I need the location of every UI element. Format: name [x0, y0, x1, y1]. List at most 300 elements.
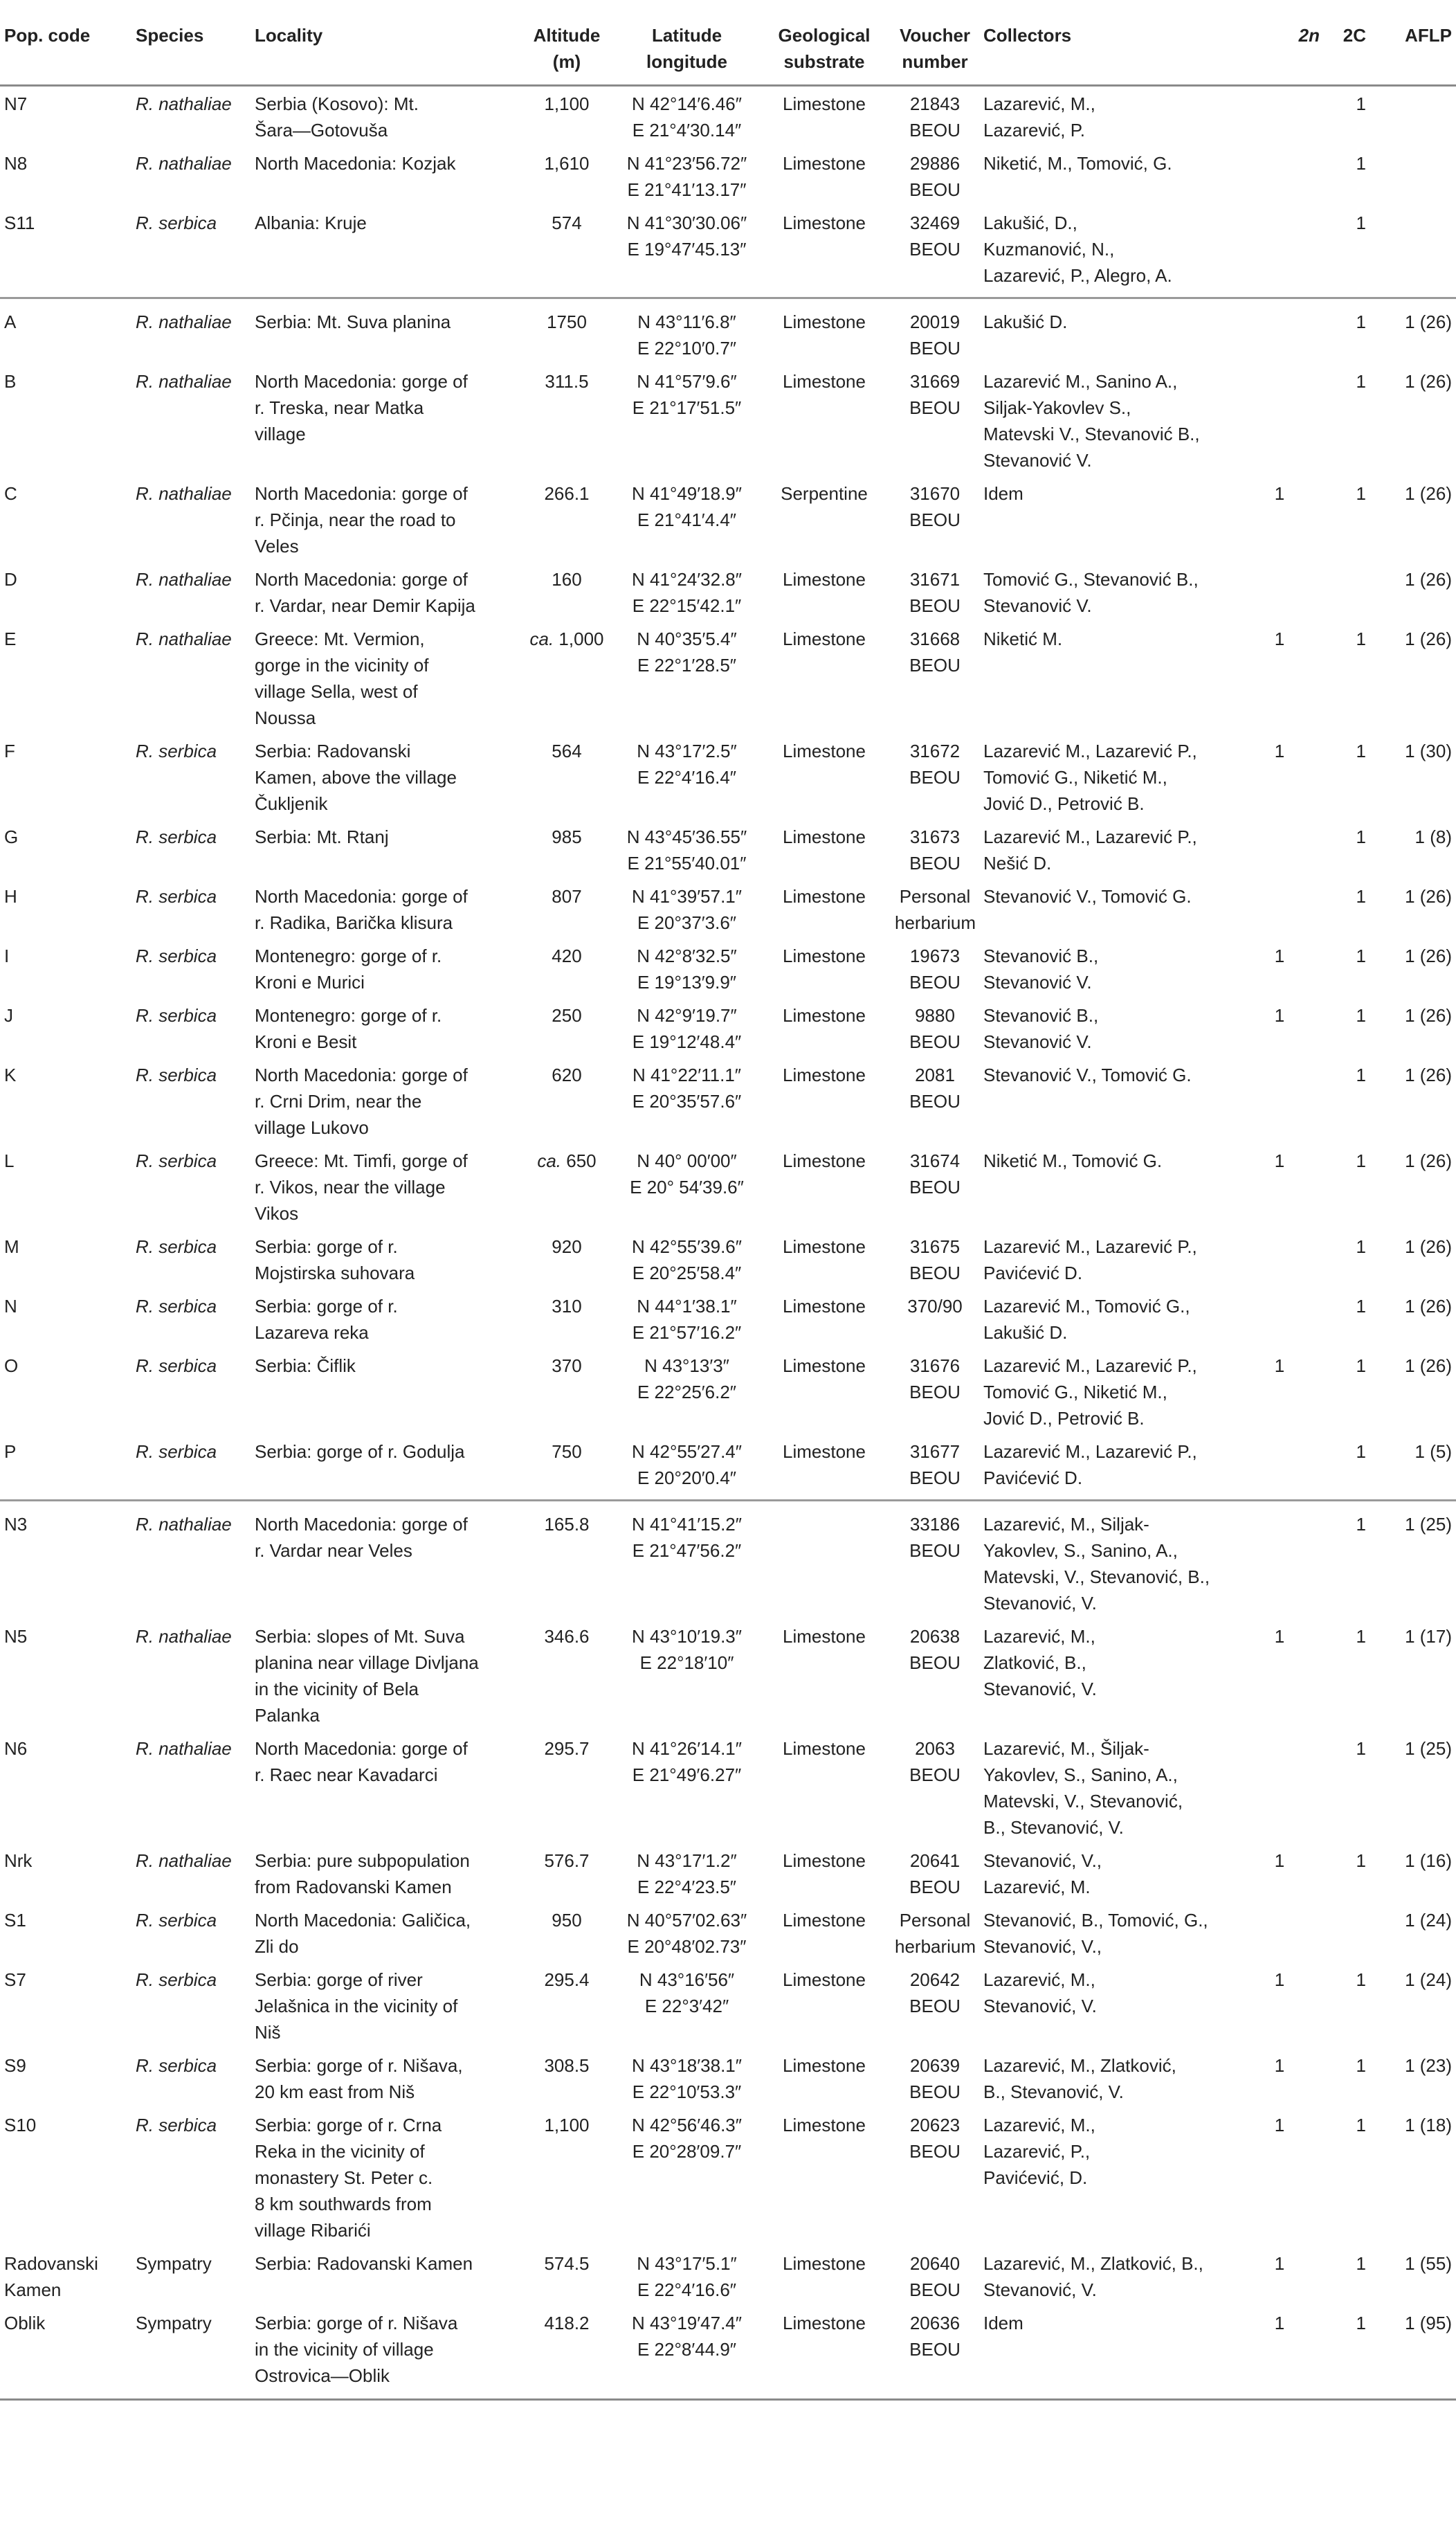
cell-latlon: N 41°22′11.1″ E 20°35′57.6″: [632, 1065, 742, 1112]
table-row: [0, 1903, 1456, 1962]
cell-voucher: 31671 BEOU: [909, 569, 961, 616]
cell-2n: [1235, 298, 1324, 365]
cell-aflp: 1 (26): [1370, 298, 1456, 365]
cell-pop-code: A: [0, 298, 131, 365]
cell-latlon: N 43°11′6.8″ E 22°10′0.7″: [616, 298, 758, 365]
cell-latlon: N 40°35′5.4″ E 22°1′28.5″: [637, 629, 737, 676]
cell-altitude: 1,100: [544, 93, 590, 114]
cell-voucher: 20641 BEOU: [909, 1850, 961, 1897]
cell-collectors: Lazarević M., Lazarević P., Pavićević D.: [983, 1236, 1197, 1283]
cell-species: R. nathaliae: [136, 93, 232, 114]
cell-2n: [1235, 879, 1324, 939]
cell-collectors: Niketić M., Tomović G.: [983, 1150, 1163, 1171]
cell-2c: 1: [1356, 483, 1366, 504]
table-row: [0, 86, 1456, 147]
cell-substrate: Limestone: [758, 298, 891, 365]
cell-species: R. serbica: [136, 1441, 217, 1462]
cell-altitude: 574: [552, 213, 582, 233]
cell-latlon: N 43°13′3″ E 22°25′6.2″: [637, 1355, 737, 1402]
cell-voucher: 33186 BEOU: [891, 1501, 979, 1620]
cell-collectors: Lazarević, M., Šiljak- Yakovlev, S., Sanino, A., Matevski, V., Stevanović, B., Stevanović, V.: [983, 1738, 1183, 1838]
table-row: [0, 1962, 1456, 2048]
cell-locality: Serbia: gorge of r. Nišava, 20 km east from Niš: [255, 2055, 463, 2102]
cell-2n: [1235, 364, 1324, 476]
cell-aflp: 1 (25): [1370, 1501, 1456, 1620]
cell-species: R. nathaliae: [136, 629, 232, 649]
cell-2n: [1235, 562, 1324, 622]
cell-collectors: Stevanović V., Tomović G.: [983, 1065, 1192, 1085]
cell-2n: 1: [1274, 741, 1285, 761]
header-row: [0, 7, 1456, 86]
cell-2n: [1235, 1289, 1324, 1348]
cell-latlon: N 40°57′02.63″ E 20°48′02.73″: [626, 1910, 747, 1957]
cell-2c: 1: [1356, 213, 1366, 233]
table-row: [0, 734, 1456, 820]
cell-species: R. serbica: [136, 1910, 217, 1931]
cell-latlon: N 43°17′5.1″ E 22°4′16.6″: [637, 2253, 737, 2300]
cell-2n: 1: [1274, 629, 1285, 649]
cell-locality: North Macedonia: Galičica, Zli do: [255, 1910, 471, 1957]
cell-2c: [1324, 1903, 1370, 1962]
cell-species: R. serbica: [136, 1005, 217, 1026]
cell-altitude: 266.1: [544, 483, 590, 504]
cell-2c: 1: [1324, 2306, 1370, 2400]
cell-voucher: 9880 BEOU: [909, 1005, 961, 1052]
cell-substrate: Limestone: [783, 1626, 866, 1647]
cell-voucher: 31668 BEOU: [909, 629, 961, 676]
cell-substrate: Limestone: [783, 741, 866, 761]
cell-altitude: 418.2: [518, 2306, 616, 2400]
cell-species: R. nathaliae: [136, 153, 232, 174]
table-row: [0, 1229, 1456, 1289]
table-row: [0, 206, 1456, 298]
cell-altitude: 310: [552, 1296, 582, 1317]
cell-latlon: N 43°10′19.3″ E 22°18′10″: [632, 1626, 742, 1673]
cell-substrate: Limestone: [783, 213, 866, 233]
cell-pop-code: Oblik: [0, 2306, 131, 2400]
cell-collectors: Lakušić D.: [979, 298, 1235, 365]
cell-latlon: N 41°26′14.1″ E 21°49′6.27″: [632, 1738, 742, 1785]
cell-2c: 1: [1356, 1150, 1366, 1171]
cell-voucher: 31674 BEOU: [909, 1150, 961, 1198]
cell-pop-code: K: [4, 1065, 17, 1085]
altitude-prefix: ca.: [529, 629, 554, 649]
cell-species: Sympatry: [131, 2306, 251, 2400]
cell-2c: [1324, 562, 1370, 622]
cell-substrate: Limestone: [783, 1969, 866, 1990]
cell-voucher: 29886 BEOU: [909, 153, 961, 200]
cell-voucher: Personal herbarium: [895, 886, 976, 933]
cell-locality: North Macedonia: gorge of r. Vardar, near Demir Kapija: [255, 569, 475, 616]
cell-substrate: Limestone: [783, 1005, 866, 1026]
cell-locality: Serbia: slopes of Mt. Suva planina near village Divljana in the vicinity of Bela Palanka: [255, 1626, 479, 1726]
cell-latlon: N 41°24′32.8″ E 22°15′42.1″: [632, 569, 742, 616]
cell-locality: Serbia: pure subpopulation from Radovanski Kamen: [255, 1850, 470, 1897]
cell-latlon: N 42°55′39.6″ E 20°25′58.4″: [632, 1236, 742, 1283]
table-row: [0, 476, 1456, 562]
cell-collectors: Niketić, M., Tomović, G.: [983, 153, 1172, 174]
cell-2c: 1: [1356, 1355, 1366, 1376]
cell-aflp: 1 (18): [1405, 2115, 1452, 2135]
cell-latlon: N 43°16′56″ E 22°3′42″: [639, 1969, 735, 2016]
cell-altitude: 165.8: [518, 1501, 616, 1620]
cell-substrate: Limestone: [783, 1236, 866, 1257]
cell-locality: North Macedonia: gorge of r. Vardar near Veles: [251, 1501, 518, 1620]
header-voucher: Voucher number: [891, 7, 979, 86]
cell-collectors: Stevanović B., Stevanović V.: [983, 946, 1099, 993]
header-substrate: Geological substrate: [758, 7, 891, 86]
cell-2n: 1: [1274, 1969, 1285, 1990]
cell-2c: 1: [1356, 371, 1366, 392]
cell-aflp: 1 (17): [1405, 1626, 1452, 1647]
cell-locality: Serbia: gorge of r. Mojstirska suhovara: [255, 1236, 415, 1283]
cell-collectors: Stevanović, V., Lazarević, M.: [983, 1850, 1102, 1897]
cell-pop-code: S9: [4, 2055, 26, 2076]
cell-species: R. serbica: [136, 1355, 217, 1376]
cell-pop-code: S1: [4, 1910, 26, 1931]
cell-voucher: 21843 BEOU: [909, 93, 961, 141]
cell-locality: Serbia: Čiflik: [255, 1355, 356, 1376]
cell-substrate: Limestone: [783, 371, 866, 392]
cell-voucher: 20640 BEOU: [909, 2253, 961, 2300]
cell-voucher: 20636 BEOU: [891, 2306, 979, 2400]
cell-voucher: 20638 BEOU: [909, 1626, 961, 1673]
cell-locality: Greece: Mt. Vermion, gorge in the vicinity of village Sella, west of Noussa: [255, 629, 429, 728]
cell-2c: 1: [1356, 1236, 1366, 1257]
cell-latlon: N 43°17′2.5″ E 22°4′16.4″: [637, 741, 737, 788]
cell-2n: [1235, 86, 1324, 147]
cell-altitude: 250: [552, 1005, 582, 1026]
cell-species: R. serbica: [136, 1236, 217, 1257]
cell-pop-code: S7: [4, 1969, 26, 1990]
header-latlon: Latitude longitude: [616, 7, 758, 86]
header-locality: Locality: [251, 7, 518, 86]
cell-2n: [1235, 1229, 1324, 1289]
cell-latlon: N 41°57′9.6″ E 21°17′51.5″: [632, 371, 742, 418]
cell-2n: [1235, 820, 1324, 879]
table-body: [0, 86, 1456, 2400]
cell-2n: 1: [1235, 2306, 1324, 2400]
cell-2n: 1: [1274, 1355, 1285, 1376]
cell-voucher: 31675 BEOU: [909, 1236, 961, 1283]
cell-locality: North Macedonia: gorge of r. Crni Drim, near the village Lukovo: [255, 1065, 468, 1138]
cell-pop-code: B: [4, 371, 17, 392]
cell-2c: 1: [1356, 1626, 1366, 1647]
table-row: [0, 622, 1456, 734]
cell-latlon: N 41°39′57.1″ E 20°37′3.6″: [632, 886, 742, 933]
cell-substrate: Limestone: [783, 569, 866, 590]
cell-2n: [1235, 1434, 1324, 1501]
cell-substrate: Limestone: [783, 2253, 866, 2274]
cell-2c: 1: [1356, 1969, 1366, 1990]
header-pop-code: Pop. code: [0, 7, 131, 86]
cell-locality: Serbia: gorge of r. Lazareva reka: [255, 1296, 398, 1343]
cell-locality: North Macedonia: gorge of r. Pčinja, near the road to Veles: [255, 483, 468, 557]
cell-locality: North Macedonia: gorge of r. Radika, Barička klisura: [255, 886, 468, 933]
cell-pop-code: M: [4, 1236, 19, 1257]
cell-voucher: 370/90: [907, 1296, 963, 1317]
cell-pop-code: Nrk: [4, 1850, 33, 1871]
cell-species: Sympatry: [136, 2253, 212, 2274]
table-row: [0, 1058, 1456, 1144]
cell-pop-code: O: [4, 1355, 19, 1376]
cell-2c: 1: [1356, 946, 1366, 966]
cell-2n: 1: [1274, 1850, 1285, 1871]
cell-2n: [1235, 146, 1324, 206]
cell-locality: Serbia: Radovanski Kamen: [255, 2253, 473, 2274]
header-altitude: Altitude (m): [518, 7, 616, 86]
cell-latlon: N 42°8′32.5″ E 19°13′9.9″: [637, 946, 737, 993]
cell-voucher: 31669 BEOU: [909, 371, 961, 418]
cell-pop-code: H: [4, 886, 17, 907]
cell-pop-code: G: [4, 826, 19, 847]
populations-table: [0, 7, 1456, 2401]
cell-2c: 1: [1356, 1065, 1366, 1085]
cell-substrate: Limestone: [783, 153, 866, 174]
cell-voucher: Personal herbarium: [895, 1910, 976, 1957]
cell-pop-code: N: [4, 1296, 17, 1317]
cell-collectors: Lazarević M., Lazarević P., Tomović G., Niketić M., Jović D., Petrović B.: [983, 741, 1197, 814]
cell-collectors: Lakušić, D., Kuzmanović, N., Lazarević, P., Alegro, A.: [983, 213, 1172, 286]
cell-2n: 1: [1274, 1150, 1285, 1171]
cell-altitude: [518, 622, 616, 734]
cell-pop-code: N7: [4, 93, 28, 114]
cell-substrate: [758, 1501, 891, 1620]
cell-aflp: 1 (23): [1405, 2055, 1452, 2076]
cell-species: R. serbica: [136, 826, 217, 847]
table-row: [0, 298, 1456, 365]
cell-aflp: 1 (26): [1405, 1355, 1452, 1376]
cell-voucher: 31677 BEOU: [909, 1441, 961, 1488]
cell-aflp: [1370, 86, 1456, 147]
cell-voucher: 20642 BEOU: [909, 1969, 961, 2016]
cell-pop-code: E: [4, 629, 17, 649]
cell-latlon: N 43°18′38.1″ E 22°10′53.3″: [632, 2055, 742, 2102]
table-row: [0, 1731, 1456, 1843]
cell-locality: Greece: Mt. Timfi, gorge of r. Vikos, near the village Vikos: [255, 1150, 468, 1224]
cell-2c: 1: [1356, 2115, 1366, 2135]
cell-substrate: Limestone: [783, 946, 866, 966]
cell-latlon: N 44°1′38.1″ E 21°57′16.2″: [632, 1296, 742, 1343]
cell-collectors: Lazarević, M., Siljak- Yakovlev, S., Sanino, A., Matevski, V., Stevanović, B., Stevanović, V.: [979, 1501, 1235, 1620]
cell-2n: [1235, 1903, 1324, 1962]
cell-collectors: Stevanović B., Stevanović V.: [983, 1005, 1099, 1052]
cell-aflp: 1 (26): [1405, 483, 1452, 504]
cell-species: R. serbica: [136, 2055, 217, 2076]
table-row: [0, 364, 1456, 476]
table-row: [0, 2306, 1456, 2400]
cell-locality: Montenegro: gorge of r. Kroni e Besit: [255, 1005, 442, 1052]
cell-locality: North Macedonia: gorge of r. Raec near Kavadarci: [255, 1738, 468, 1785]
cell-altitude: 1,100: [544, 2115, 590, 2135]
cell-pop-code: I: [4, 946, 10, 966]
cell-locality: Serbia: Radovanski Kamen, above the village Čukljenik: [255, 741, 457, 814]
cell-aflp: 1 (26): [1405, 1150, 1452, 1171]
cell-substrate: Limestone: [783, 1441, 866, 1462]
cell-latlon: N 43°45′36.55″ E 21°55′40.01″: [626, 826, 747, 874]
cell-latlon: N 43°17′1.2″ E 22°4′23.5″: [637, 1850, 737, 1897]
cell-aflp: 1 (26): [1405, 1236, 1452, 1257]
cell-2n: 1: [1274, 2055, 1285, 2076]
table-row: [0, 998, 1456, 1058]
cell-2c: 1: [1356, 886, 1366, 907]
cell-voucher: 2063 BEOU: [909, 1738, 961, 1785]
cell-pop-code: N6: [4, 1738, 28, 1759]
cell-substrate: Limestone: [783, 1296, 866, 1317]
cell-collectors: Lazarević M., Lazarević P., Tomović G., Niketić M., Jović D., Petrović B.: [983, 1355, 1197, 1429]
cell-2n: [1235, 206, 1324, 298]
cell-altitude: 750: [552, 1441, 582, 1462]
cell-2c: 1: [1356, 826, 1366, 847]
altitude-value: 650: [566, 1150, 597, 1171]
cell-aflp: 1 (26): [1405, 569, 1452, 590]
cell-pop-code: F: [4, 741, 15, 761]
cell-altitude: 1,610: [544, 153, 590, 174]
cell-collectors: Lazarević M., Lazarević P., Pavićević D.: [983, 1441, 1197, 1488]
cell-pop-code: N5: [4, 1626, 28, 1647]
cell-locality: North Macedonia: gorge of r. Treska, near Matka village: [255, 371, 468, 444]
cell-pop-code: C: [4, 483, 17, 504]
table-row: [0, 2246, 1456, 2306]
cell-latlon: N 41°41′15.2″ E 21°47′56.2″: [616, 1501, 758, 1620]
cell-2c: 1: [1356, 1738, 1366, 1759]
cell-aflp: 1 (95): [1370, 2306, 1456, 2400]
cell-aflp: 1 (30): [1405, 741, 1452, 761]
cell-substrate: Limestone: [783, 1150, 866, 1171]
cell-altitude: 920: [552, 1236, 582, 1257]
cell-2c: 1: [1356, 629, 1366, 649]
cell-latlon: N 42°55′27.4″ E 20°20′0.4″: [632, 1441, 742, 1488]
cell-aflp: 1 (24): [1405, 1969, 1452, 1990]
cell-2n: 1: [1274, 483, 1285, 504]
cell-voucher: 20019 BEOU: [891, 298, 979, 365]
cell-species: R. nathaliae: [136, 569, 232, 590]
cell-latlon: N 40° 00′00″ E 20° 54′39.6″: [630, 1150, 744, 1198]
cell-species: R. nathaliae: [136, 371, 232, 392]
cell-altitude: 985: [552, 826, 582, 847]
cell-altitude: 346.6: [544, 1626, 590, 1647]
cell-voucher: 20639 BEOU: [909, 2055, 961, 2102]
cell-aflp: 1 (55): [1405, 2253, 1452, 2274]
cell-pop-code: N8: [4, 153, 28, 174]
cell-2c: 1: [1356, 153, 1366, 174]
table-row: [0, 1843, 1456, 1903]
cell-substrate: Limestone: [783, 826, 866, 847]
cell-latlon: N 41°49′18.9″ E 21°41′4.4″: [632, 483, 742, 530]
cell-2c: 1: [1324, 298, 1370, 365]
cell-substrate: Limestone: [783, 1065, 866, 1085]
cell-locality: Serbia: gorge of r. Godulja: [255, 1441, 465, 1462]
cell-latlon: N 42°9′19.7″ E 19°12′48.4″: [632, 1005, 742, 1052]
cell-altitude: 807: [552, 886, 582, 907]
cell-species: R. serbica: [136, 1065, 217, 1085]
cell-collectors: Lazarević, M., Stevanović, V.: [983, 1969, 1097, 2016]
altitude-prefix: ca.: [537, 1150, 562, 1171]
cell-aflp: 1 (26): [1405, 946, 1452, 966]
cell-latlon: N 42°56′46.3″ E 20°28′09.7″: [632, 2115, 742, 2162]
cell-2n: 1: [1274, 2115, 1285, 2135]
cell-collectors: Tomović G., Stevanović B., Stevanović V.: [983, 569, 1199, 616]
header-2n: 2n: [1235, 7, 1324, 86]
cell-voucher: 31673 BEOU: [909, 826, 961, 874]
cell-aflp: [1370, 206, 1456, 298]
cell-altitude: 620: [552, 1065, 582, 1085]
cell-locality: Montenegro: gorge of r. Kroni e Murici: [255, 946, 442, 993]
cell-collectors: Lazarević, M., Lazarević, P., Pavićević, D.: [983, 2115, 1095, 2188]
cell-altitude: 950: [552, 1910, 582, 1931]
cell-2n: 1: [1274, 1626, 1285, 1647]
cell-latlon: N 43°19′47.4″ E 22°8′44.9″: [616, 2306, 758, 2400]
table-row: [0, 1619, 1456, 1731]
cell-2n: [1235, 1501, 1324, 1620]
table-row: [0, 879, 1456, 939]
table-row: [0, 1348, 1456, 1434]
cell-aflp: 1 (25): [1405, 1738, 1452, 1759]
table-row: [0, 146, 1456, 206]
cell-substrate: Limestone: [783, 886, 866, 907]
cell-species: R. nathaliae: [136, 1738, 232, 1759]
cell-species: R. nathaliae: [131, 298, 251, 365]
cell-species: R. nathaliae: [136, 1850, 232, 1871]
cell-pop-code: S10: [4, 2115, 37, 2135]
cell-latlon: N 41°30′30.06″ E 19°47′45.13″: [626, 213, 747, 260]
cell-substrate: Serpentine: [781, 483, 868, 504]
cell-substrate: Limestone: [783, 1738, 866, 1759]
cell-voucher: 31672 BEOU: [909, 741, 961, 788]
cell-altitude: 295.4: [544, 1969, 590, 1990]
cell-pop-code: J: [4, 1005, 13, 1026]
header-aflp: AFLP: [1370, 7, 1456, 86]
cell-locality: Serbia: gorge of r. Crna Reka in the vicinity of monastery St. Peter c. 8 km southwards from village Ribarići: [255, 2115, 442, 2241]
cell-altitude: [518, 1144, 616, 1229]
cell-2c: 1: [1356, 2055, 1366, 2076]
cell-altitude: 295.7: [544, 1738, 590, 1759]
table-row: [0, 820, 1456, 879]
table-row: [0, 2048, 1456, 2108]
cell-substrate: Limestone: [783, 93, 866, 114]
cell-substrate: Limestone: [783, 1850, 866, 1871]
cell-2c: 1: [1356, 741, 1366, 761]
cell-2n: 1: [1274, 2253, 1285, 2274]
cell-voucher: 32469 BEOU: [909, 213, 961, 260]
cell-collectors: Lazarević M., Sanino A., Siljak-Yakovlev S., Matevski V., Stevanović B., Stevanović V.: [983, 371, 1200, 471]
cell-collectors: Stevanović V., Tomović G.: [983, 886, 1192, 907]
cell-voucher: 20623 BEOU: [909, 2115, 961, 2162]
cell-collectors: Idem: [979, 2306, 1235, 2400]
cell-locality: Serbia: gorge of river Jelašnica in the vicinity of Niš: [255, 1969, 458, 2043]
cell-species: R. nathaliae: [136, 1626, 232, 1647]
cell-2c: 1: [1324, 1501, 1370, 1620]
cell-aflp: 1 (26): [1405, 886, 1452, 907]
cell-altitude: 308.5: [544, 2055, 590, 2076]
cell-pop-code: N3: [0, 1501, 131, 1620]
cell-locality: Serbia: Mt. Rtanj: [255, 826, 389, 847]
cell-substrate: Limestone: [783, 629, 866, 649]
cell-locality: Albania: Kruje: [255, 213, 367, 233]
cell-species: R. nathaliae: [131, 1501, 251, 1620]
table-row: [0, 1434, 1456, 1501]
cell-2n: [1235, 1731, 1324, 1843]
cell-aflp: 1 (26): [1405, 1065, 1452, 1085]
cell-collectors: Niketić M.: [983, 629, 1063, 649]
cell-locality: Serbia: gorge of r. Nišava in the vicinity of village Ostrovica—Oblik: [251, 2306, 518, 2400]
cell-2c: 1: [1356, 1441, 1366, 1462]
cell-aflp: 1 (8): [1414, 826, 1452, 847]
cell-species: R. serbica: [136, 741, 217, 761]
cell-collectors: Stevanović, B., Tomović, G., Stevanović, V.,: [983, 1910, 1208, 1957]
table-row: [0, 1144, 1456, 1229]
cell-aflp: 1 (26): [1405, 1296, 1452, 1317]
